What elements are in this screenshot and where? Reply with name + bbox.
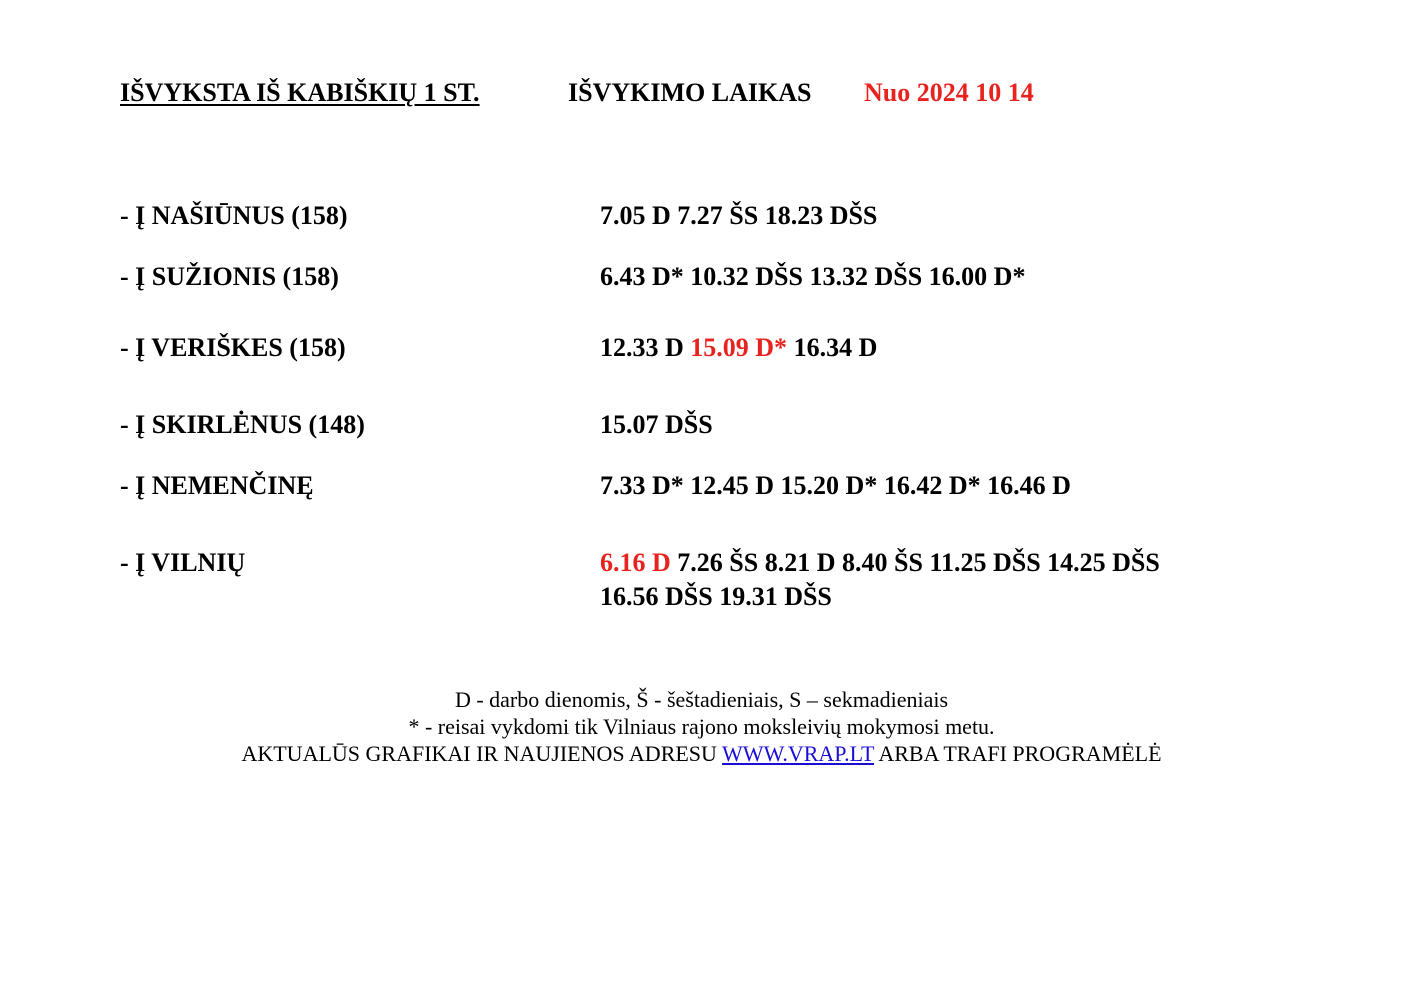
- route-times: [600, 331, 1240, 365]
- route-times-line2: 16.56 DŠS 19.31 DŠS: [600, 582, 832, 611]
- route-times: 7.05 D 7.27 ŠS 18.23 DŠS: [600, 201, 878, 230]
- asterisk-note: * - reisai vykdomi tik Vilniaus rajono moksleivių mokymosi metu.: [408, 714, 995, 739]
- info-text-after: ARBA TRAFI PROGRAMĖLĖ: [878, 741, 1162, 766]
- route-destination: - Į VERIŠKES (158): [120, 333, 346, 362]
- info-text-before: AKTUALŪS GRAFIKAI IR NAUJIENOS ADRESU: [241, 741, 717, 766]
- vrap-website-link[interactable]: WWW.VRAP.LT: [722, 741, 875, 766]
- route-times-highlight: 15.09 D*: [690, 333, 788, 362]
- valid-from-date: Nuo 2024 10 14: [864, 78, 1034, 107]
- legend-note: D - darbo dienomis, Š - šeštadieniais, S – sekmadieniais: [454, 687, 949, 712]
- info-note: [0, 740, 1403, 767]
- route-destination: - Į NAŠIŪNUS (158): [120, 201, 348, 230]
- route-times-line1: 7.26 ŠS 8.21 D 8.40 ŠS 11.25 DŠS 14.25 DŠS: [677, 548, 1160, 577]
- route-times-after: 16.34 D: [793, 333, 878, 362]
- route-destination: - Į VILNIŲ: [120, 548, 246, 577]
- departure-time-label: IŠVYKIMO LAIKAS: [568, 78, 812, 107]
- schedule-notes: [0, 686, 1403, 767]
- route-times: [600, 546, 1240, 614]
- route-times: 15.07 DŠS: [600, 410, 713, 439]
- route-times-highlight: 6.16 D: [600, 548, 671, 577]
- route-destination: - Į SKIRLĖNUS (148): [120, 410, 365, 439]
- route-destination: - Į SUŽIONIS (158): [120, 262, 339, 291]
- route-destination: - Į NEMENČINĘ: [120, 471, 314, 500]
- route-times: 6.43 D* 10.32 DŠS 13.32 DŠS 16.00 D*: [600, 262, 1026, 291]
- route-times-before: 12.33 D: [600, 333, 684, 362]
- departure-stop-title: IŠVYKSTA IŠ KABIŠKIŲ 1 ST.: [120, 78, 480, 107]
- route-times: 7.33 D* 12.45 D 15.20 D* 16.42 D* 16.46 D: [600, 471, 1071, 500]
- schedule-header: [120, 76, 1280, 110]
